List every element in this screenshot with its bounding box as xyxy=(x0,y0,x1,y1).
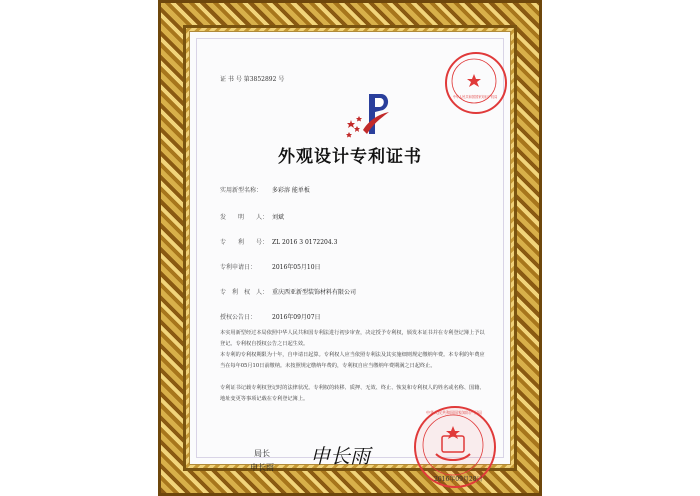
emblem-icon xyxy=(414,406,492,484)
paragraph-1: 本实用新型经过本局依照中华人民共和国专利法进行初步审查，决定授予专利权，颁发本证书并在专利登记簿上予以登记。专利权自授权公告之日起生效。 xyxy=(220,330,485,347)
top-right-stamp xyxy=(445,52,507,114)
field-value: ZL 2016 3 0172204.3 xyxy=(272,239,338,246)
top-stamp-text: 中华人民共和国国家知识产权局 xyxy=(452,95,498,99)
certificate-paper xyxy=(189,31,511,483)
field-application-date xyxy=(220,262,321,271)
field-design-name xyxy=(220,185,310,194)
field-label: 授权公告日： xyxy=(220,314,257,321)
field-grant-date xyxy=(220,312,321,321)
field-label: 专 利 号： xyxy=(220,239,269,246)
issue-date: 2016年09月28日 xyxy=(434,476,483,483)
field-label: 发 明 人： xyxy=(220,214,269,221)
field-value: 刘斌 xyxy=(272,214,285,221)
paragraph-3: 专利证书记载专利权登记时的法律状况。专利权的转移、质押、无效、终止、恢复和专利权人的姓名或名称、国籍、地址变更等事项记载在专利登记簿上。 xyxy=(220,385,485,402)
stamp-star-icon xyxy=(445,52,503,110)
certificate-number: 证 书 号 第3852892 号 xyxy=(220,76,285,83)
field-label: 专 利 权 人： xyxy=(220,289,269,296)
handwritten-signature: 申长雨 xyxy=(310,444,370,468)
patent-office-logo xyxy=(345,90,395,138)
signer-name: 申长雨 xyxy=(250,463,274,472)
field-label: 专利申请日： xyxy=(220,264,257,271)
gold-frame xyxy=(158,0,542,496)
field-value: 重庆西亚新型装饰材料有限公司 xyxy=(272,289,357,296)
field-value: 多彩溶 能单板 xyxy=(272,187,310,194)
field-inventor xyxy=(220,212,284,221)
field-value: 2016年05月10日 xyxy=(272,264,321,271)
field-patentee xyxy=(220,287,356,296)
seal-text: 中华人民共和国国家知识产权局 xyxy=(426,410,482,415)
field-patent-number xyxy=(220,237,337,246)
field-label: 实用新型名称： xyxy=(220,187,263,194)
field-value: 2016年09月07日 xyxy=(272,314,321,321)
certificate-title: 外观设计专利证书 xyxy=(278,147,422,167)
signer-title: 局长 xyxy=(254,449,270,458)
paragraph-2: 本专利的专利权期限为十年，自申请日起算。专利权人应当依照专利法及其实施细则规定缴纳年费。本专利的年费应当在每年05月10日前缴纳。未按照规定缴纳年费的，专利权自应当缴纳年费期满之日起终止。 xyxy=(220,352,485,369)
